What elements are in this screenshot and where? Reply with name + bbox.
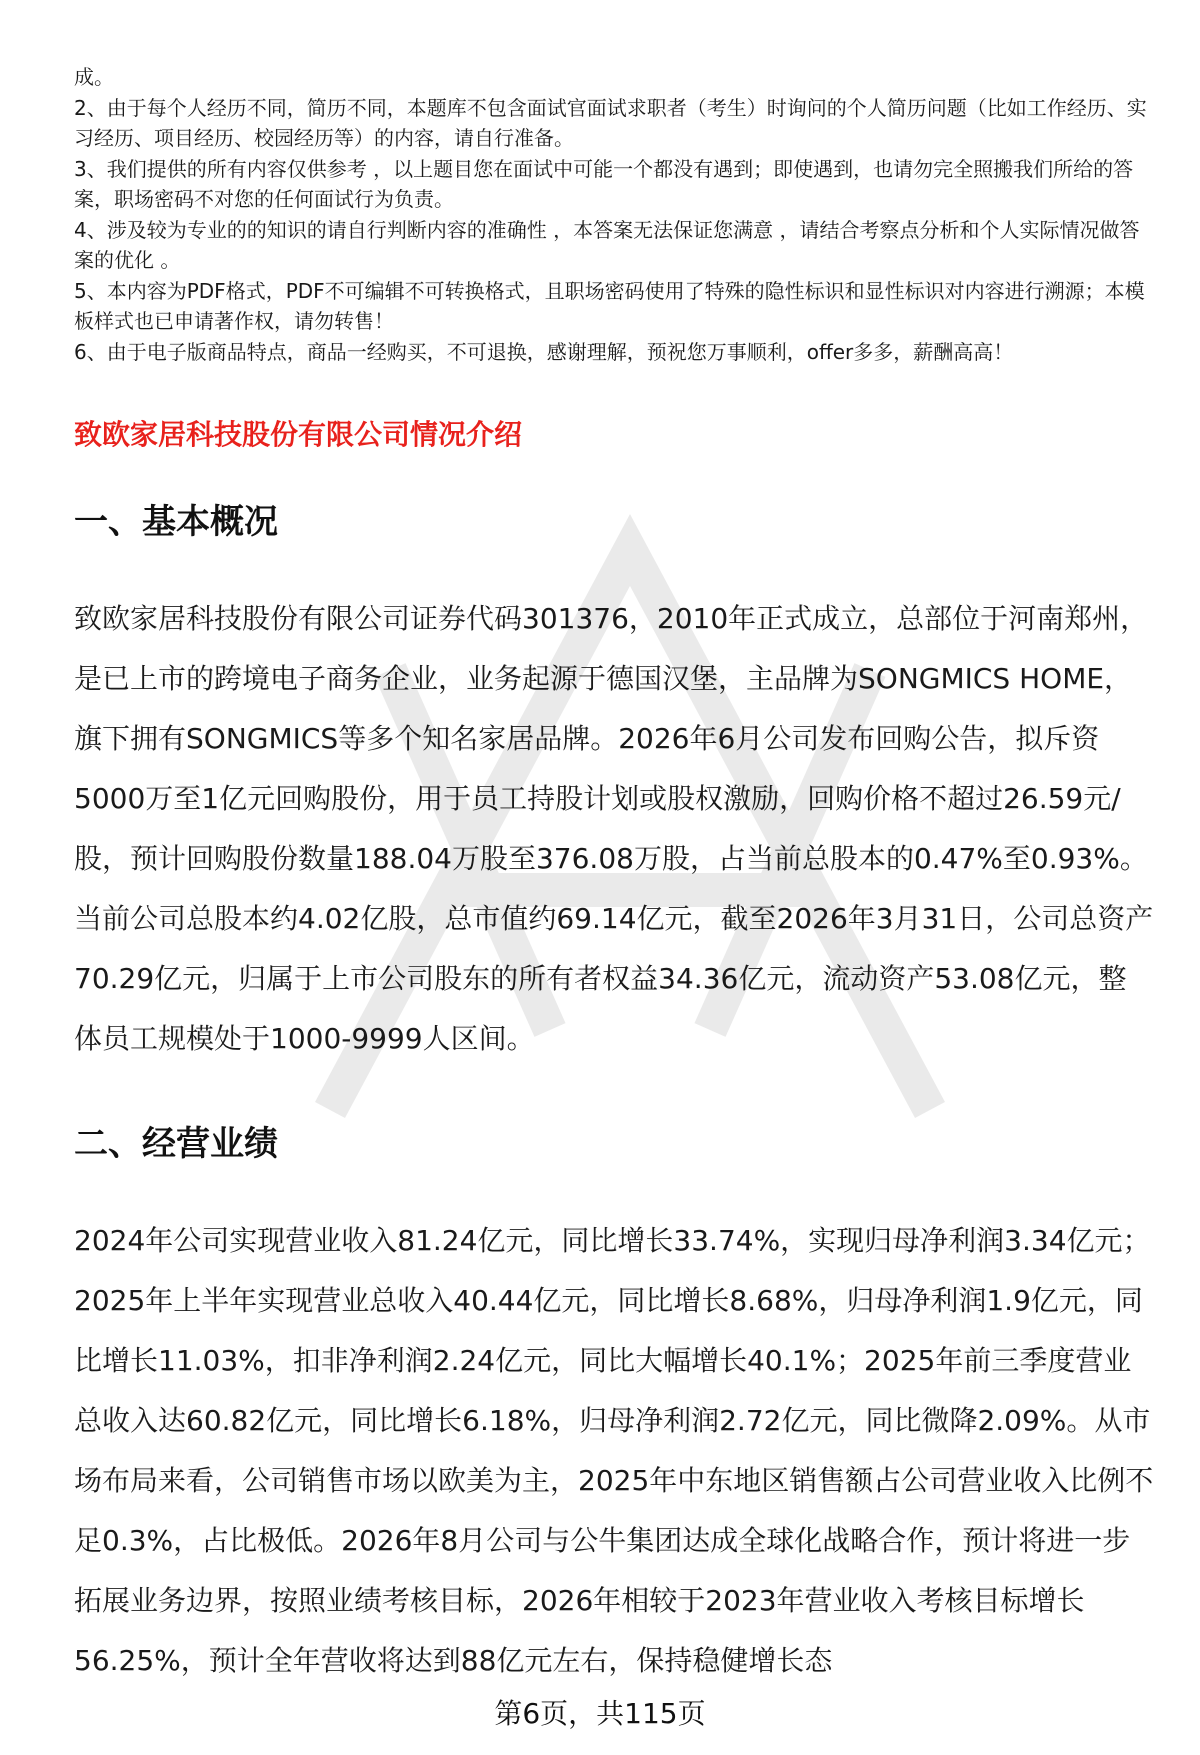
company-title: 致欧家居科技股份有限公司情况介绍 [74, 418, 523, 451]
section-body-basic: 致欧家居科技股份有限公司证券代码301376，2010年正式成立，总部位于河南郑州，是已上市的跨境电子商务企业，业务起源于德国汉堡，主品牌为SONGMICS HOME，旗下拥有SONGMICS等多个知名家居品牌。2026年6月公司发布回购公告，拟斥资5000万至1亿元回购股份，用于员工持股计划或股权激励，回购价格不超过26.59元/股，预计回购股份数量188.04万股至376.08万股，占当前总股本的0.47%至0.93%。当前公司总股本约4.02亿股，总市值约69.14亿元，截至2026年3月31日，公司总资产70.29亿元，归属于上市公司股东的所有者权益34.36亿元，流动资产53.08亿元，整体员工规模处于1000-9999人区间。 [74, 602, 1154, 1055]
note-item: 3、我们提供的所有内容仅供参考 ，以上题目您在面试中可能一个都没有遇到；即使遇到，也请勿完全照搬我们所给的答案，职场密码不对您的任何面试行为负责。 [74, 156, 1134, 211]
note-item: 5、本内容为PDF格式，PDF不可编辑不可转换格式，且职场密码使用了特殊的隐性标识和显性标识对内容进行溯源；本模板样式也已申请著作权，请勿转售！ [74, 278, 1145, 333]
section-body-performance: 2024年公司实现营业收入81.24亿元，同比增长33.74%，实现归母净利润3.34亿元；2025年上半年实现营业总收入40.44亿元，同比增长8.68%，归母净利润1.9亿元，同比增长11.03%，扣非净利润2.24亿元，同比大幅增长40.1%；2025年前三季度营业总收入达60.82亿元，同比增长6.18%，归母净利润2.72亿元，同比微降2.09%。从市场布局来看，公司销售市场以欧美为主，2025年中东地区销售额占公司营业收入比例不足0.3%，占比极低。2026年8月公司与公牛集团达成全球化战略合作，预计将进一步拓展业务边界，按照业绩考核目标，2026年相较于2023年营业收入考核目标增长56.25%，预计全年营收将达到88亿元左右，保持稳健增长态 [74, 1224, 1154, 1677]
section-heading-performance: 二、经营业绩 [74, 1124, 278, 1164]
note-item: 成。 [74, 65, 114, 89]
note-item: 6、由于电子版商品特点，商品一经购买，不可退换，感谢理解，预祝您万事顺利，offer多多，薪酬高高！ [74, 339, 1014, 364]
notes-list [74, 62, 1154, 367]
note-item: 2、由于每个人经历不同，简历不同，本题库不包含面试官面试求职者（考生）时询问的个人简历问题（比如工作经历、实习经历、项目经历、校园经历等）的内容，请自行准备。 [74, 95, 1147, 150]
section-heading-basic: 一、基本概况 [74, 502, 278, 542]
note-item: 4、涉及较为专业的的知识的请自行判断内容的准确性 ，本答案无法保证您满意 ，请结合考察点分析和个人实际情况做答案的优化 。 [74, 217, 1140, 272]
page-footer: 第6页，共115页 [494, 1697, 706, 1730]
